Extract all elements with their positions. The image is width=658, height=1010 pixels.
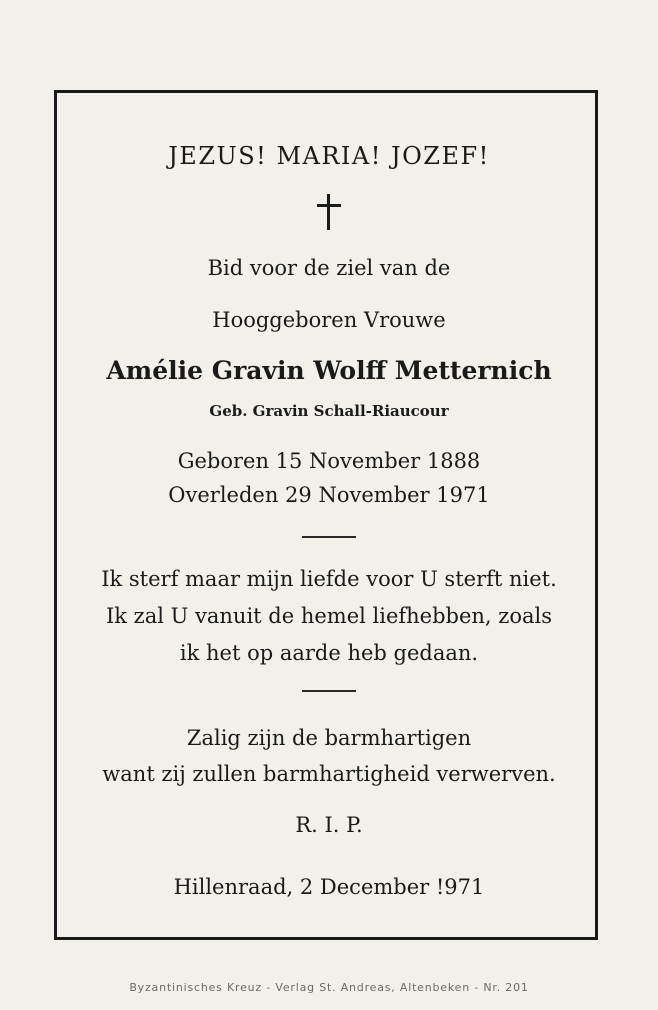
publisher-imprint: Byzantinisches Kreuz - Verlag St. Andreas, Altenbeken - Nr. 201 [129,981,529,994]
beatitude-line: Zalig zijn de barmhartigen [186,726,472,750]
birth-date: Geboren 15 November 1888 [177,449,481,473]
deceased-name: Amélie Gravin Wolff Metternich [106,356,552,385]
invocation-heading: JEZUS! MARIA! JOZEF! [168,142,490,170]
rip-text: R. I. P. [295,813,363,837]
beatitude-line: want zij zullen barmhartigheid verwerven. [102,762,556,786]
verse-line: Ik zal U vanuit de hemel liefhebben, zoals [105,604,553,628]
verse-line: ik het op aarde heb gedaan. [179,641,479,665]
pray-line: Bid voor de ziel van de [207,256,451,280]
honorific-line: Hooggeboren Vrouwe [212,308,446,332]
verse-line: Ik sterf maar mijn liefde voor U sterft niet. [101,567,557,591]
death-date: Overleden 29 November 1971 [168,483,490,507]
divider [302,536,356,538]
latin-cross-icon [317,194,341,230]
place-and-date: Hillenraad, 2 December !971 [173,875,485,899]
maiden-name: Geb. Gravin Schall-Riaucour [209,402,449,420]
divider [302,690,356,692]
